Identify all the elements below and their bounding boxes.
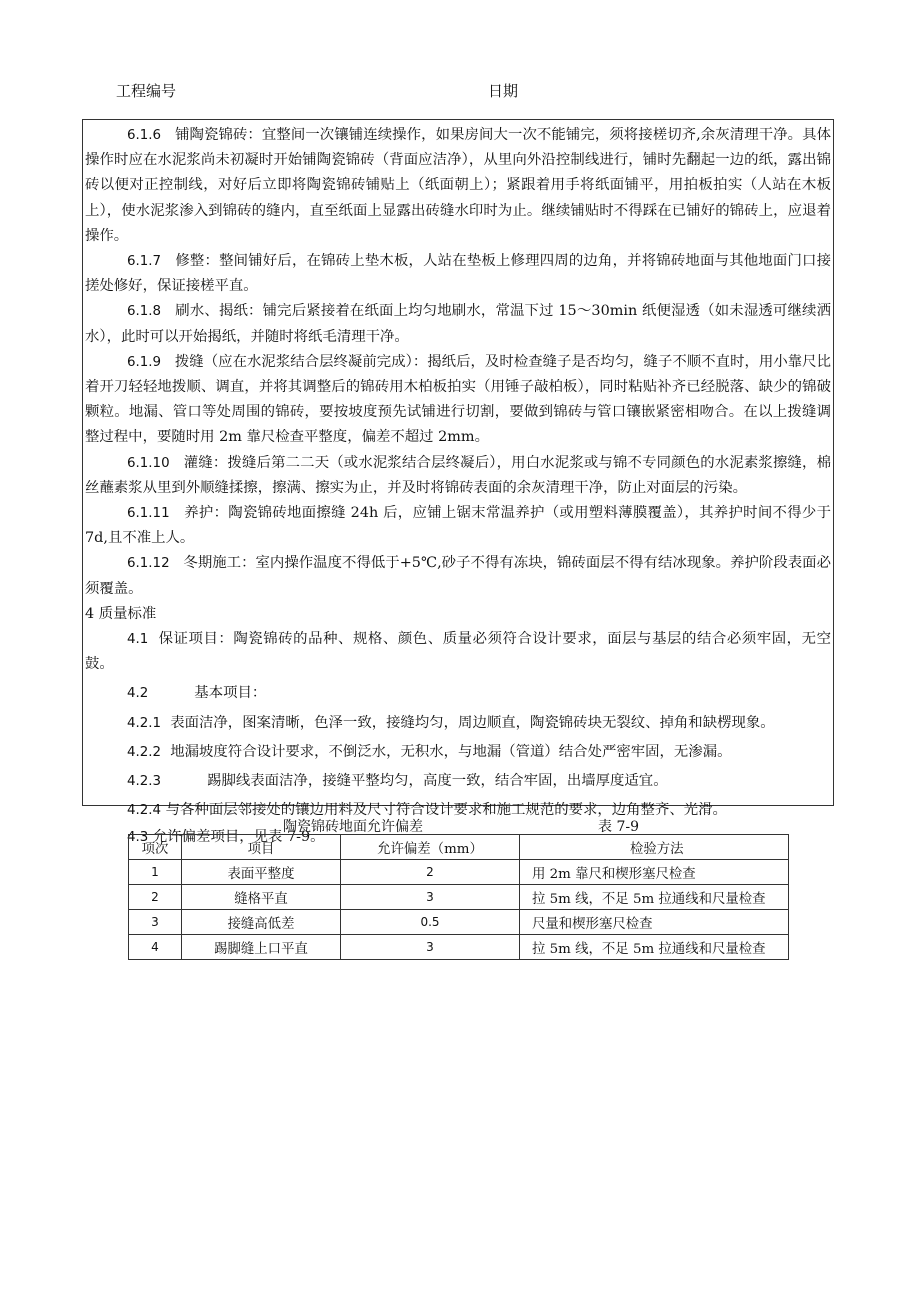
- clause-text: 与各种面层邻接处的镶边用料及尺寸符合设计要求和施工规范的要求，边角整齐、光滑。: [165, 802, 727, 819]
- cell-tolerance: 3: [341, 885, 520, 910]
- clause-number: 4.2.2: [127, 744, 162, 760]
- cell-no: 2: [129, 885, 182, 910]
- quality-item-4-1: [85, 627, 831, 677]
- clause-number: 4.1: [127, 632, 149, 648]
- project-number-label: 工程编号: [116, 82, 177, 100]
- clause-number: 4.2.4: [127, 803, 162, 819]
- table-title: 陶瓷锦砖地面允许偏差: [283, 819, 423, 835]
- paragraph-6-1-8: [85, 299, 831, 349]
- cell-tolerance: 0.5: [341, 910, 520, 935]
- header-item: 项目: [182, 835, 341, 860]
- clause-text: 基本项目：: [194, 685, 267, 702]
- quality-item-4-2-2: [85, 740, 831, 765]
- clause-number: 6.1.11: [127, 506, 170, 522]
- cell-method: 尺量和楔形塞尺检查: [520, 910, 789, 935]
- cell-item: 踢脚缝上口平直: [182, 935, 341, 960]
- paragraph-6-1-12: [85, 551, 831, 601]
- clause-text: 冬期施工：室内操作温度不得低于+5℃,砂子不得有冻块，锦砖面层不得有结冰现象。养护阶段表面必须覆盖。: [85, 555, 831, 597]
- paragraph-6-1-10: [85, 451, 831, 501]
- header-method: 检验方法: [520, 835, 789, 860]
- clause-text: 养护：陶瓷锦砖地面擦缝 24h 后，应铺上锯末常温养护（或用塑料薄膜覆盖），其养护时间不得少于 7d,且不准上人。: [85, 505, 831, 547]
- date-label: 日期: [488, 82, 519, 100]
- quality-heading: 4 质量标准: [85, 605, 157, 622]
- paragraph-6-1-11: [85, 501, 831, 551]
- quality-item-4-2: [85, 681, 831, 706]
- clause-text: 踢脚线表面洁净，接缝平整均匀，高度一致，结合牢固，出墙厚度适宜。: [207, 773, 668, 790]
- cell-no: 1: [129, 860, 182, 885]
- clause-number: 6.1.8: [127, 304, 162, 320]
- clause-text: 铺陶瓷锦砖：宜整间一次镶铺连续操作，如果房间大一次不能铺完，须将接槎切齐,余灰清理干净。具体操作时应在水泥浆尚未初凝时开始铺陶瓷锦砖（背面应洁净），从里向外沿控制线进行，铺时先翻起一边的纸，露出锦砖以便对正控制线，对好后立即将陶瓷锦砖铺贴上（纸面朝上）；紧跟着用手将纸面铺平，用拍板拍实（人站在木板上），使水泥浆渗入到锦砖的缝内，直至纸面上显露出砖缝水印时为止。继续铺贴时不得踩在已铺好的锦砖上，应退着操作。: [85, 127, 831, 244]
- cell-tolerance: 3: [341, 935, 520, 960]
- cell-method: 用 2m 靠尺和楔形塞尺检查: [520, 860, 789, 885]
- clause-number: 4.2.3: [127, 774, 162, 790]
- header-tolerance: 允许偏差（mm）: [341, 835, 520, 860]
- clause-number: 6.1.10: [127, 455, 170, 471]
- content-body: [85, 123, 831, 851]
- clause-text: 表面洁净，图案清晰，色泽一致，接缝均匀，周边顺直，陶瓷锦砖块无裂纹、掉角和缺楞现象。: [170, 714, 775, 731]
- table-number: 表 7-9: [598, 819, 639, 835]
- cell-no: 3: [129, 910, 182, 935]
- clause-number: 4.2: [127, 686, 149, 702]
- header-item-no: 项次: [129, 835, 182, 860]
- clause-text: 允许偏差项目，见表 7-9。: [152, 829, 325, 846]
- paragraph-6-1-6: [85, 123, 831, 249]
- clause-text: 修整：整间铺好后，在锦砖上垫木板，人站在垫板上修理四周的边角，并将锦砖地面与其他地面门口接搓处修好，保证接槎平直。: [85, 253, 831, 295]
- cell-method: 拉 5m 线，不足 5m 拉通线和尺量检查: [520, 935, 789, 960]
- clause-text: 地漏坡度符合设计要求，不倒泛水，无积水，与地漏（管道）结合处严密牢固，无渗漏。: [170, 743, 732, 760]
- clause-number: 4.2.1: [127, 715, 162, 731]
- clause-text: 灌缝：拨缝后第二二天（或水泥浆结合层终凝后），用白水泥浆或与锦不专同颜色的水泥素浆擦缝，棉丝蘸素浆从里到外顺缝揉擦，擦满、擦实为止，并及时将锦砖表面的余灰清理干净，防止对面层的污染。: [85, 454, 831, 496]
- table-header-row: [129, 835, 789, 860]
- table-caption: [0, 816, 920, 836]
- cell-method: 拉 5m 线，不足 5m 拉通线和尺量检查: [520, 885, 789, 910]
- cell-item: 缝格平直: [182, 885, 341, 910]
- clause-number: 6.1.9: [127, 354, 162, 370]
- tolerance-table: [128, 834, 789, 960]
- table-row: [129, 885, 789, 910]
- table-row: [129, 935, 789, 960]
- clause-text: 保证项目：陶瓷锦砖的品种、规格、颜色、质量必须符合设计要求，面层与基层的结合必须牢固，无空鼓。: [85, 631, 831, 673]
- clause-number: 6.1.12: [127, 556, 170, 572]
- paragraph-6-1-9: [85, 350, 831, 451]
- cell-item: 接缝高低差: [182, 910, 341, 935]
- table-row: [129, 860, 789, 885]
- cell-item: 表面平整度: [182, 860, 341, 885]
- clause-number: 6.1.7: [127, 254, 162, 270]
- clause-number: 4.3: [127, 830, 149, 846]
- clause-number: 6.1.6: [127, 128, 162, 143]
- cell-no: 4: [129, 935, 182, 960]
- clause-text: 拨缝（应在水泥浆结合层终凝前完成）：揭纸后，及时检查缝子是否均匀，缝子不顺不直时，用小靠尺比着开刀轻轻地拨顺、调直，并将其调整后的锦砖用木柏板拍实（用锤子敲柏板），同时粘贴补齐已经脱落、缺少的锦破颗粒。地漏、管口等处周围的锦砖，要按坡度预先试铺进行切割，要做到锦砖与管口镶嵌紧密相吻合。在以上拨缝调整过程中，要随时用 2m 靠尺检查平整度，偏差不超过 2mm。: [85, 353, 831, 446]
- quality-item-4-2-3: [85, 769, 831, 794]
- paragraph-6-1-7: [85, 249, 831, 299]
- table-row: [129, 910, 789, 935]
- quality-item-4-2-1: [85, 711, 831, 736]
- document-header: [0, 80, 920, 104]
- clause-text: 刷水、揭纸：铺完后紧接着在纸面上均匀地刷水，常温下过 15～30min 纸便湿透（如未湿透可继续洒水），此时可以开始揭纸，并随时将纸毛清理干净。: [85, 303, 831, 345]
- cell-tolerance: 2: [341, 860, 520, 885]
